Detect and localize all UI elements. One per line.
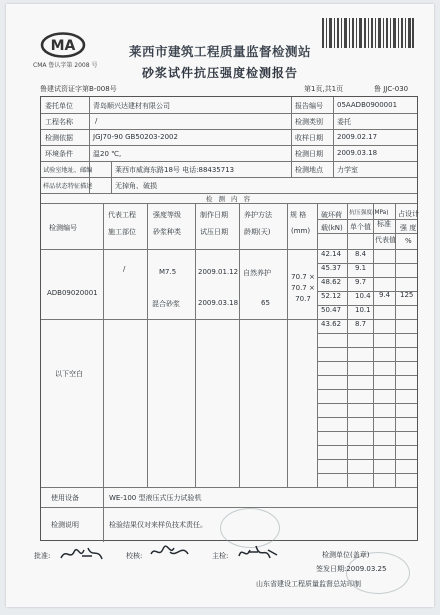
load-cell: 45.37 xyxy=(321,264,342,272)
rep-value: 9.4 xyxy=(379,291,391,299)
strength-cell: 9.7 xyxy=(355,278,367,286)
col-load-b: 载(kN) xyxy=(321,224,343,232)
sample-tested: 2009.03.18 xyxy=(198,299,239,307)
load-cell: 42.14 xyxy=(321,250,342,258)
report-table xyxy=(40,96,418,541)
strength-cell: 9.1 xyxy=(355,264,367,272)
approve-signature xyxy=(58,544,106,564)
col-str-c: 标准 xyxy=(377,220,391,228)
report-page xyxy=(6,4,434,607)
approve-label: 批准: xyxy=(34,552,51,560)
col-id: 检测编号 xyxy=(49,224,77,232)
col-spec-unit: (mm) xyxy=(291,227,311,235)
col-cure: 养护方法 xyxy=(244,211,272,219)
sample-kind: 混合砂浆 xyxy=(152,300,180,308)
remarks-label: 检测说明 xyxy=(51,521,79,529)
cma-caption: CMA 鲁认字第 2008 号 xyxy=(33,62,98,69)
basis-label: 检测依据 xyxy=(45,134,73,142)
receive-date-label: 收样日期 xyxy=(295,134,323,142)
col-age: 龄期(天) xyxy=(244,228,271,236)
place-value: 力学室 xyxy=(337,166,358,174)
check-label: 校核: xyxy=(126,552,143,560)
test-date-label: 检测日期 xyxy=(295,150,323,158)
col-design-b: 强 度 xyxy=(400,224,417,232)
load-cell: 50.47 xyxy=(321,306,342,314)
col-rep-b: 施工部位 xyxy=(108,228,136,236)
report-no-label: 报告编号 xyxy=(295,102,323,110)
footer-org: 山东省建设工程质量监督总站印制 xyxy=(256,580,361,588)
report-title: 砂浆试件抗压强度检测报告 xyxy=(141,66,298,80)
chief-label: 主检: xyxy=(212,552,229,560)
check-signature xyxy=(148,542,192,562)
env-label: 环境条件 xyxy=(45,150,73,158)
col-tested: 试压日期 xyxy=(200,228,228,236)
sample-age: 65 xyxy=(261,299,270,307)
unit-label: 检测单位(盖章) xyxy=(322,551,370,559)
remarks-value: 检验结果仅对来样负技术责任。 xyxy=(109,521,207,529)
col-design-a: 占设计 xyxy=(398,210,419,218)
test-type-label: 检测类别 xyxy=(295,118,323,126)
issue-date: 签发日期:2009.03.25 xyxy=(316,565,387,573)
load-cell: 43.62 xyxy=(321,320,342,328)
load-cell: 52.12 xyxy=(321,292,342,300)
basis-value: JGJ70-90 GB50203-2002 xyxy=(93,133,178,141)
strength-cell: 10.1 xyxy=(355,306,371,314)
env-value: 温20 ℃, xyxy=(93,150,122,158)
test-date-value: 2009.03.18 xyxy=(337,149,378,157)
svg-text:MA: MA xyxy=(50,38,76,54)
col-grade: 强度等级 xyxy=(153,211,181,219)
lab-label: 试验室地址、邮编 xyxy=(43,167,93,174)
col-design-c: % xyxy=(405,237,412,245)
col-load-a: 破坏荷 xyxy=(321,211,342,219)
station-title: 莱西市建筑工程质量监督检测站 xyxy=(128,44,311,59)
col-kind: 砂浆种类 xyxy=(153,228,181,236)
client-label: 委托单位 xyxy=(45,102,73,110)
col-made: 制作日期 xyxy=(200,211,228,219)
place-label: 检测地点 xyxy=(295,166,323,174)
receive-date-value: 2009.02.17 xyxy=(337,133,378,141)
col-str-a: 抗压强度(MPa) xyxy=(349,210,389,216)
strength-cell: 8.4 xyxy=(355,250,367,258)
col-str-d: 代表值 xyxy=(375,236,396,244)
sample-spec: 70.7 × 70.7 × 70.7 xyxy=(291,273,315,303)
col-rep-a: 代表工程 xyxy=(108,211,136,219)
strength-cell: 10.4 xyxy=(355,292,371,300)
equipment-value: WE-100 型液压式压力试验机 xyxy=(109,494,202,502)
client-value: 青岛顺兴达建材有限公司 xyxy=(93,102,170,110)
strength-cell: 8.7 xyxy=(355,320,367,328)
report-no-value: 05AADB0900001 xyxy=(337,101,398,109)
page-count: 第1页,共1页 xyxy=(304,85,344,93)
lab-value: 莱西市威海东路18号 电话:88435713 xyxy=(115,166,235,174)
blank-note: 以下空白 xyxy=(55,370,83,378)
col-spec: 规 格 xyxy=(290,211,307,219)
test-type-value: 委托 xyxy=(337,118,351,126)
project-label: 工程名称 xyxy=(45,118,73,126)
sample-grade: M7.5 xyxy=(159,268,177,276)
sample-id: ADB09020001 xyxy=(47,289,98,297)
chief-signature xyxy=(236,542,280,564)
doc-code: 鲁 JJC-030 xyxy=(374,85,409,93)
sample-made: 2009.01.12 xyxy=(198,268,239,276)
section-title: 检 测 内 容 xyxy=(205,195,253,203)
equipment-label: 使用设备 xyxy=(51,494,79,502)
cert-number: 鲁建试资证字第B-008号 xyxy=(40,85,117,93)
sample-cure: 自然养护 xyxy=(243,269,271,277)
sample-desc-label: 样品状态特征描述 xyxy=(43,183,93,190)
percent-value: 125 xyxy=(400,291,414,299)
col-str-b: 单个值 xyxy=(350,223,371,231)
sample-rep: / xyxy=(123,265,126,273)
sample-desc-value: 无掉角、破损 xyxy=(115,182,157,190)
project-value: / xyxy=(95,117,98,125)
load-cell: 48.62 xyxy=(321,278,342,286)
